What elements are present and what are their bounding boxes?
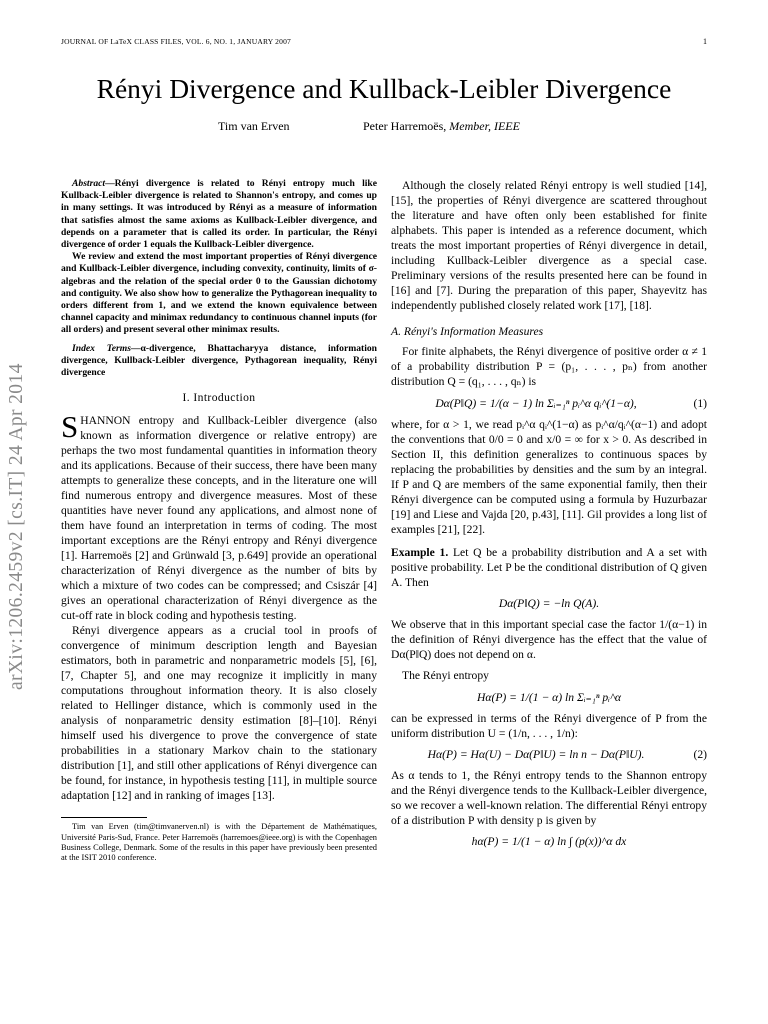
author-role: Member, IEEE bbox=[449, 119, 520, 133]
abstract-paragraph-2: We review and extend the most important properties of Rényi divergence and Kullback-Leibler divergence, including convexity, continuity, limits of σ-algebras and the relation of the special order 0 to the Gaussian dichotomy and contiguity. We also show how to generalize the Pythagorean inequality to orders different from 1, and we extend the known equivalence between channel capacity and minimax redundancy to continuous channel inputs (for all orders) and present several other minimax results. bbox=[61, 251, 377, 336]
differential-entropy-equation bbox=[391, 835, 707, 848]
entropy-equation bbox=[391, 690, 707, 704]
equation-number: (2) bbox=[693, 748, 707, 761]
equation-body: hα(P) = 1/(1 − α) ln ∫ (p(x))^α dx bbox=[471, 835, 627, 848]
left-column bbox=[61, 178, 377, 864]
intro-paragraph-2: Rényi divergence appears as a crucial tool in proofs of convergence of minimum description length and Bayesian estimators, both in parametric and nonparametric models [5], [6], [7, Chapter 5], and one may recognize it implicitly in many computations throughout information theory. It is also closely related to Hellinger distance, which is commonly used in the analysis of nonparametric density estimation [8]–[10]. Rényi himself used his divergence to prove the convergence of state probabilities in a stationary Markov chain to the stationary distribution [1], and still other applications of Rényi divergence can be found, for instance, in hypothesis testing [11], in multiple source adaptation [12] and in ranking of images [13]. bbox=[61, 624, 377, 803]
subsection-heading: A. Rényi's Information Measures bbox=[391, 325, 544, 338]
body-paragraph: where, for α > 1, we read pᵢ^α qᵢ^(1−α) as pᵢ^α/qᵢ^(α−1) and adopt the conventions that 0/0 = 0 and x/0 = ∞ for x > 0. As described in Section II, this definition generalizes to continuous spaces by replacing the probabilities by densities and the sum by an integral. If P and Q are members of the same exponential family, then their Rényi divergence can be computed using a formula by Huzurbazar [19] and Liese and Vajda [20, p.43], [11]. Gil provides a long list of examples [21], [22]. bbox=[391, 418, 707, 536]
equation-2 bbox=[391, 748, 707, 761]
arxiv-watermark: arXiv:1206.2459v2 [cs.IT] 24 Apr 2014 bbox=[6, 363, 27, 690]
author-name-text: Peter Harremoës, bbox=[363, 119, 447, 133]
body-paragraph: We observe that in this important special case the factor 1/(α−1) in the definition of Rényi divergence has the effect that the value of Dα(P‖Q) does not depend on α. bbox=[391, 618, 707, 661]
drop-cap: S bbox=[61, 409, 79, 445]
section-heading: I. Introduction bbox=[182, 391, 256, 405]
intro-text: HANNON entropy and Kullback-Leibler divergence (also known as information divergence or relative entropy) are perhaps the two most fundamental quantities in information theory and its applications. Because of their success, there have been many attempts to generalize these concepts, and in the literature one will find numerous entropy and divergence measures. Most of these quantities have never found any applications, and almost none of them have found an interpretation in terms of coding. The most important exceptions are the Rényi entropy and Rényi divergence [1]. Harremoës [2] and Grünwald [3, p.649] provide an operational characterization of Rényi divergence as the number of bits by which a mixture of two codes can be compressed; and Csiszár [4] gives an operational characterization of Rényi divergence as the cut-off rate in block coding and hypothesis testing. bbox=[61, 414, 377, 623]
example-equation bbox=[391, 597, 707, 610]
abstract-paragraph bbox=[61, 178, 377, 251]
author-name: Tim van Erven bbox=[218, 119, 290, 133]
body-paragraph: The Rényi entropy bbox=[402, 669, 489, 682]
abstract-label: Abstract bbox=[72, 178, 106, 189]
index-terms-label: Index Terms bbox=[72, 342, 131, 354]
equation-body: Dα(P‖Q) = 1/(α − 1) ln Σᵢ₌₁ⁿ pᵢ^α qᵢ^(1−α), bbox=[435, 397, 637, 410]
equation-1 bbox=[391, 396, 707, 410]
page-number: 1 bbox=[703, 37, 707, 46]
body-paragraph: As α tends to 1, the Rényi entropy tends to the Shannon entropy and the Rényi divergence tends to the Kullback-Leibler divergence, so we recover a well-known relation. The differential Rényi entropy of a distribution P with density p is given by bbox=[391, 769, 707, 827]
equation-body: Hα(P) = 1/(1 − α) ln Σᵢ₌₁ⁿ pᵢ^α bbox=[477, 691, 621, 704]
paper-title: Rényi Divergence and Kullback-Leibler Divergence bbox=[96, 73, 672, 104]
body-paragraph: For finite alphabets, the Rényi divergence of positive order α ≠ 1 of a probability distribution P = (p₁, . . . , pₙ) from another distribution Q = (q₁, . . . , qₙ) is bbox=[391, 345, 707, 388]
right-column bbox=[391, 178, 707, 855]
intro-paragraph bbox=[61, 409, 377, 623]
body-paragraph: Although the closely related Rényi entropy is well studied [14], [15], the properties of Rényi divergence are scattered throughout the literature and have often only been established for finite alphabets. This paper is intended as a reference document, which treats the most important properties of Rényi divergence in detail, including Kullback-Leibler divergence as a special case. Preliminary versions of the results presented here can be found in [16] and [7]. During the preparation of this paper, Shayevitz has independently published closely related work [17], [18]. bbox=[391, 179, 707, 312]
example-paragraph bbox=[391, 545, 707, 590]
equation-body: Dα(P‖Q) = −ln Q(A). bbox=[498, 597, 600, 610]
author-name bbox=[363, 119, 520, 134]
author-footnote: Tim van Erven (tim@timvanerven.nl) is with the Département de Mathématiques, Université Paris-Sud, France. Peter Harremoës (harremoes@ieee.org) is with the Copenhagen Business College, Denmark. Some of the results in this paper have previously been presented at the ISIT 2010 conference. bbox=[61, 822, 377, 863]
equation-body: Hα(P) = Hα(U) − Dα(P‖U) = ln n − Dα(P‖U). bbox=[427, 748, 645, 761]
equation-number: (1) bbox=[693, 396, 707, 410]
example-label: Example 1. bbox=[391, 546, 449, 559]
example-text: Let Q be a probability distribution and A a set with positive probability. Let P be the conditional distribution of Q given A. Then bbox=[391, 546, 707, 589]
abstract-text: —Rényi divergence is related to Rényi entropy much like Kullback-Leibler divergence is related to Shannon's entropy, and comes up in many settings. It was introduced by Rényi as a measure of information that satisfies almost the same axioms as Kullback-Leibler divergence, and depends on a parameter that is called its order. In particular, the Rényi divergence of order 1 equals the Kullback-Leibler divergence. bbox=[61, 178, 377, 251]
running-head: JOURNAL OF LaTeX CLASS FILES, VOL. 6, NO. 1, JANUARY 2007 bbox=[61, 37, 291, 46]
footnote-rule bbox=[61, 817, 147, 818]
body-paragraph: can be expressed in terms of the Rényi divergence of P from the uniform distribution U = (1/n, . . . , 1/n): bbox=[391, 712, 707, 740]
index-terms bbox=[61, 343, 377, 380]
index-terms-text: —α-divergence, Bhattacharyya distance, information divergence, Kullback-Leibler divergence, Pythagorean inequality, Rényi divergence bbox=[61, 342, 377, 379]
